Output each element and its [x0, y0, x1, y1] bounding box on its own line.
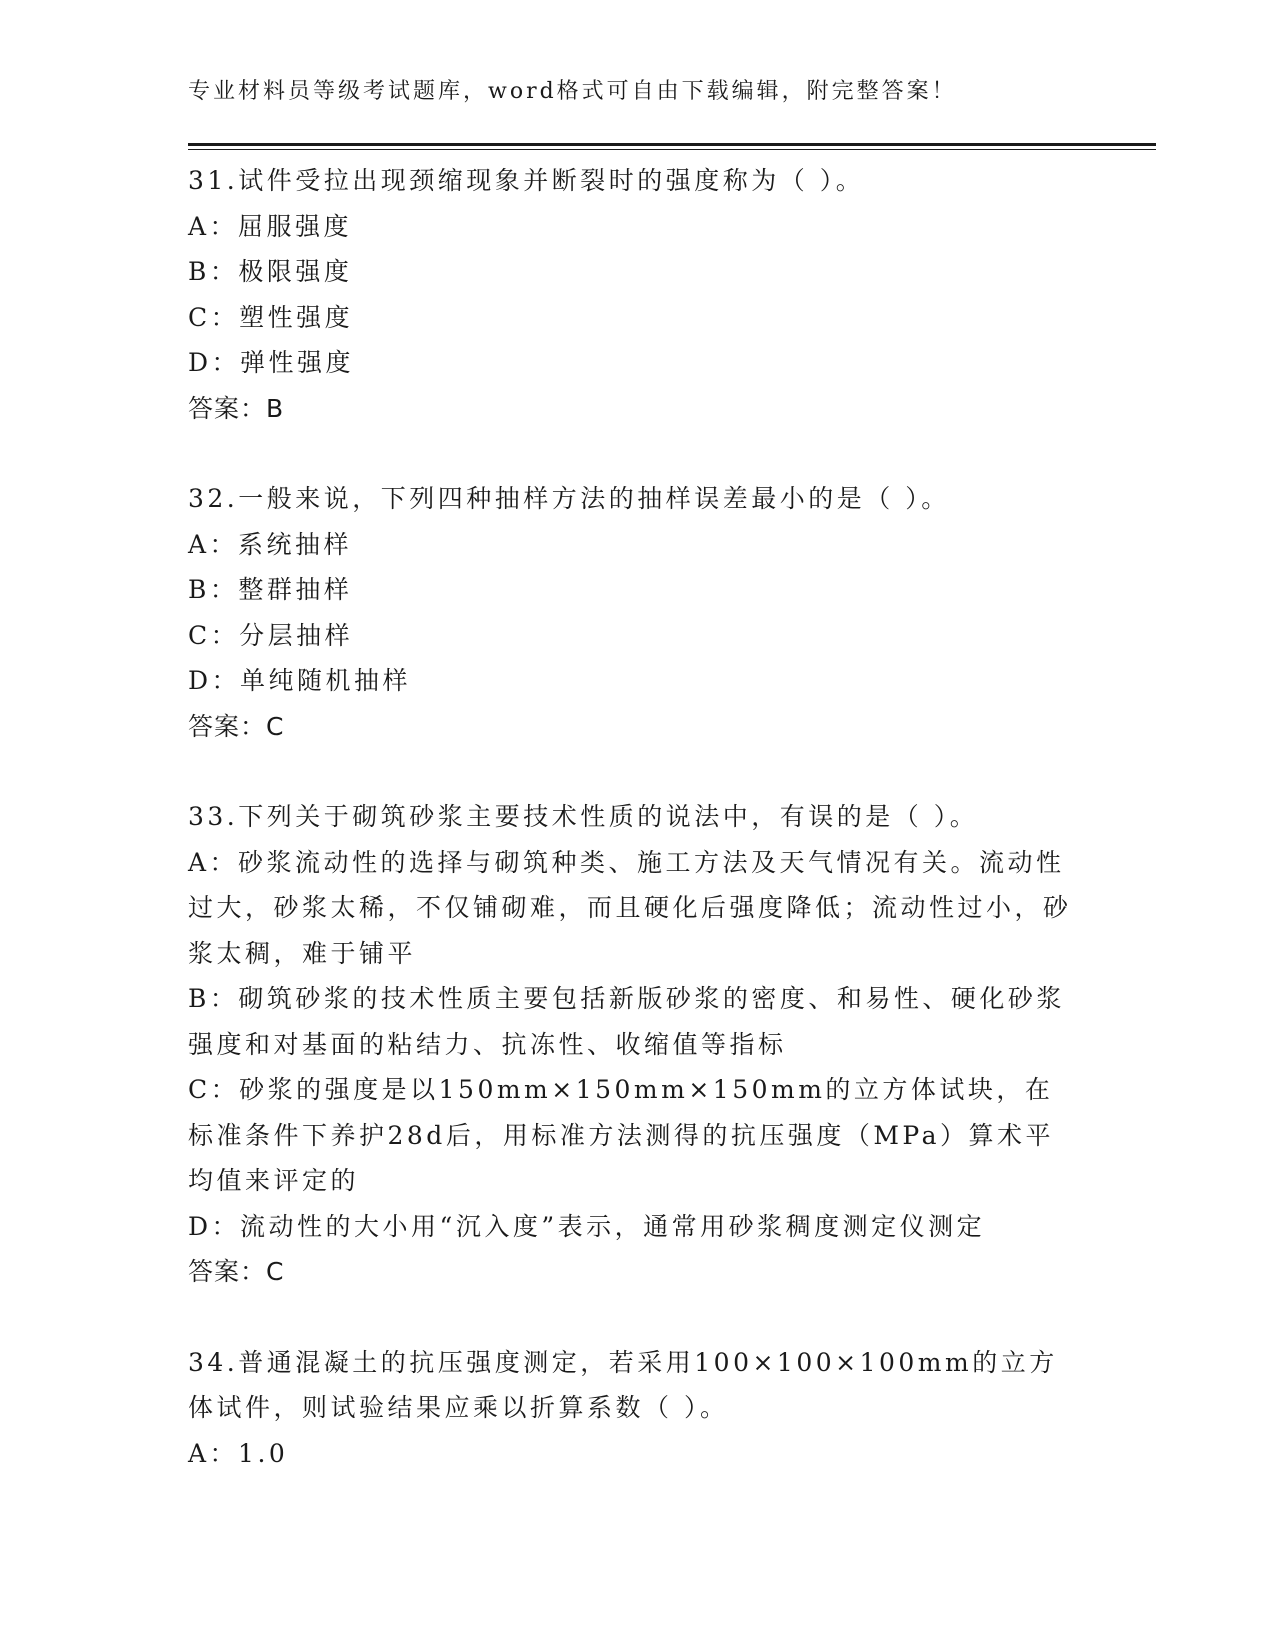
answer: 答案：C: [188, 711, 285, 741]
option-c: C：砂浆的强度是以150mm×150mm×150mm的立方体试块，在标准条件下养护28d后，用标准方法测得的抗压强度（MPa）算术平均值来评定的: [188, 1075, 1055, 1195]
answer: 答案：C: [188, 1257, 285, 1286]
page-header-text: 专业材料员等级考试题库，word格式可自由下载编辑，附完整答案！: [188, 79, 957, 104]
option-b: B：砌筑砂浆的技术性质主要包括新版砂浆的密度、和易性、硬化砂浆强度和对基面的粘结力、抗冻性、收缩值等指标: [188, 984, 1065, 1059]
option-d: D：弹性强度: [188, 348, 355, 377]
option-d: D：单纯随机抽样: [188, 666, 412, 695]
question-31: [188, 158, 1073, 431]
question-stem: 33.下列关于砌筑砂浆主要技术性质的说法中，有误的是（ ）。: [188, 802, 979, 831]
question-33: [188, 794, 1073, 1295]
option-a: A：砂浆流动性的选择与砌筑种类、施工方法及天气情况有关。流动性过大，砂浆太稀，不仅铺砌难，而且硬化后强度降低；流动性过小，砂浆太稠，难于铺平: [188, 847, 1072, 968]
answer: 答案：B: [188, 393, 285, 423]
option-c: C：塑性强度: [188, 302, 354, 332]
question-stem: 32.一般来说，下列四种抽样方法的抽样误差最小的是（ ）。: [188, 484, 950, 513]
question-34: [188, 1340, 1073, 1477]
option-d: D：流动性的大小用“沉入度”表示，通常用砂浆稠度测定仪测定: [188, 1211, 986, 1241]
question-32: [188, 476, 1073, 749]
header-rule-thin: [188, 149, 1156, 150]
question-stem: 34.普通混凝土的抗压强度测定，若采用100×100×100mm的立方体试件，则试验结果应乘以折算系数（ ）。: [188, 1347, 1058, 1422]
option-b: B：整群抽样: [188, 575, 353, 604]
question-stem: 31.试件受拉出现颈缩现象并断裂时的强度称为（ ）。: [188, 166, 865, 195]
option-a: A：屈服强度: [188, 211, 353, 241]
option-b: B：极限强度: [188, 257, 353, 286]
question-list: [188, 158, 1073, 1521]
header-rule-thick: [188, 143, 1156, 146]
option-a: A：1.0: [188, 1438, 289, 1468]
option-a: A：系统抽样: [188, 529, 353, 559]
option-c: C：分层抽样: [188, 620, 354, 650]
